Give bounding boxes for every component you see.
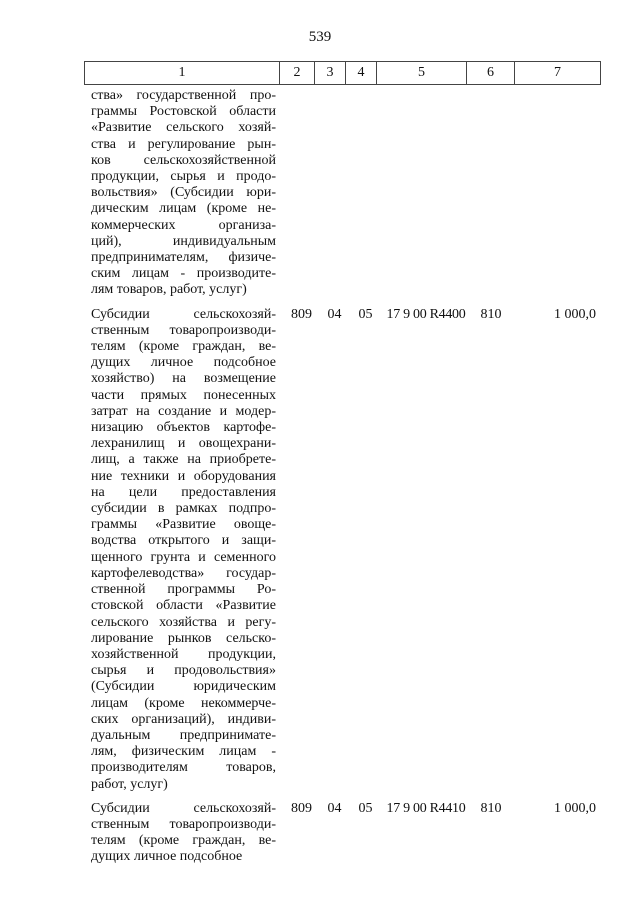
description-line: ственной программы Ро- <box>91 582 276 598</box>
column-number-7: 7 <box>515 62 601 85</box>
description-line: ков сельскохозяйственной <box>91 152 276 168</box>
section-code: 04 <box>327 306 342 322</box>
description-line: сельского хозяйства и регу- <box>91 614 276 630</box>
ministry-code: 809 <box>291 800 312 816</box>
ministry-code: 809 <box>291 306 312 322</box>
table-row <box>0 307 640 793</box>
column-number-4: 4 <box>346 62 377 85</box>
description-line: коммерческих организа- <box>91 217 276 233</box>
description-line: граммы Ростовской области <box>91 104 276 120</box>
description-line: лям, физическим лицам - <box>91 744 276 760</box>
description-line: работ, услуг) <box>91 776 168 792</box>
subsection-code: 05 <box>358 306 373 322</box>
description-line: на цели предоставления <box>91 484 276 500</box>
table-row <box>0 88 640 299</box>
table-row <box>0 801 640 866</box>
description-line: водства открытого и защи- <box>91 533 276 549</box>
column-number-6: 6 <box>467 62 515 85</box>
column-number-header <box>84 61 601 85</box>
description-line: части прямых понесенных <box>91 387 276 403</box>
row-description <box>91 307 276 793</box>
description-line: низацию объектов картофе- <box>91 420 276 436</box>
section-code: 04 <box>327 800 342 816</box>
description-line: ским лицам - производите- <box>91 266 276 282</box>
description-line: дущих личное подсобное <box>91 849 243 865</box>
description-line: лирование рынков сельско- <box>91 630 276 646</box>
description-line: ских организаций), индиви- <box>91 711 276 727</box>
budget-table-body <box>0 88 640 866</box>
description-line: дическим лицам (кроме не- <box>91 201 276 217</box>
subsection-code: 05 <box>358 800 373 816</box>
amount: 1 000,0 <box>554 800 596 816</box>
column-number-5: 5 <box>377 62 467 85</box>
description-line: дущих личное подсобное <box>91 355 276 371</box>
description-line: Субсидии сельскохозяй- <box>91 800 276 816</box>
description-line: затрат на создание и модер- <box>91 403 276 419</box>
description-line: ций), индивидуальным <box>91 233 276 249</box>
page-number: 539 <box>308 29 332 45</box>
description-line: дуальным предпринимате- <box>91 727 276 743</box>
description-line: хозяйство) на возмещение <box>91 371 276 387</box>
column-number-2: 2 <box>280 62 315 85</box>
description-line: ства и регулирование рын- <box>91 136 276 152</box>
description-line: стовской области «Развитие <box>91 598 276 614</box>
description-line: граммы «Развитие овоще- <box>91 517 276 533</box>
description-line: Субсидии сельскохозяй- <box>91 306 276 322</box>
column-number-1: 1 <box>85 62 280 85</box>
description-line: «Развитие сельского хозяй- <box>91 120 276 136</box>
description-line: производителям товаров, <box>91 760 276 776</box>
description-line: картофелеводства» государ- <box>91 565 276 581</box>
description-line: предпринимателям, физиче- <box>91 250 276 266</box>
description-line: лехранилищ и овощехрани- <box>91 436 276 452</box>
description-line: продукции, сырья и продо- <box>91 169 276 185</box>
target-article-code: 17 9 00 R4400 <box>386 306 466 322</box>
description-line: вольствия» (Субсидии юри- <box>91 185 276 201</box>
description-line: (Субсидии юридическим <box>91 679 276 695</box>
expense-type-code: 810 <box>480 800 502 816</box>
description-line: лицам (кроме некоммерче- <box>91 695 276 711</box>
description-line: телям (кроме граждан, ве- <box>91 833 276 849</box>
row-description <box>91 801 276 866</box>
description-line: телям (кроме граждан, ве- <box>91 339 276 355</box>
description-line: щенного грунта и семенного <box>91 549 276 565</box>
expense-type-code: 810 <box>480 306 502 322</box>
description-line: сырья и продовольствия» <box>91 663 276 679</box>
description-line: ственным товаропроизводи- <box>91 322 276 338</box>
description-line: ние техники и оборудования <box>91 468 276 484</box>
description-line: лям товаров, работ, услуг) <box>91 282 247 298</box>
description-line: лищ, а также на приобрете- <box>91 452 276 468</box>
row-description <box>91 88 276 299</box>
target-article-code: 17 9 00 R4410 <box>386 800 466 816</box>
header-row <box>85 62 601 85</box>
description-line: ства» государственной про- <box>91 88 276 103</box>
description-line: ственным товаропроизводи- <box>91 816 276 832</box>
column-number-3: 3 <box>315 62 346 85</box>
description-line: субсидии в рамках подпро- <box>91 501 276 517</box>
description-line: хозяйственной продукции, <box>91 646 276 662</box>
amount: 1 000,0 <box>554 306 596 322</box>
